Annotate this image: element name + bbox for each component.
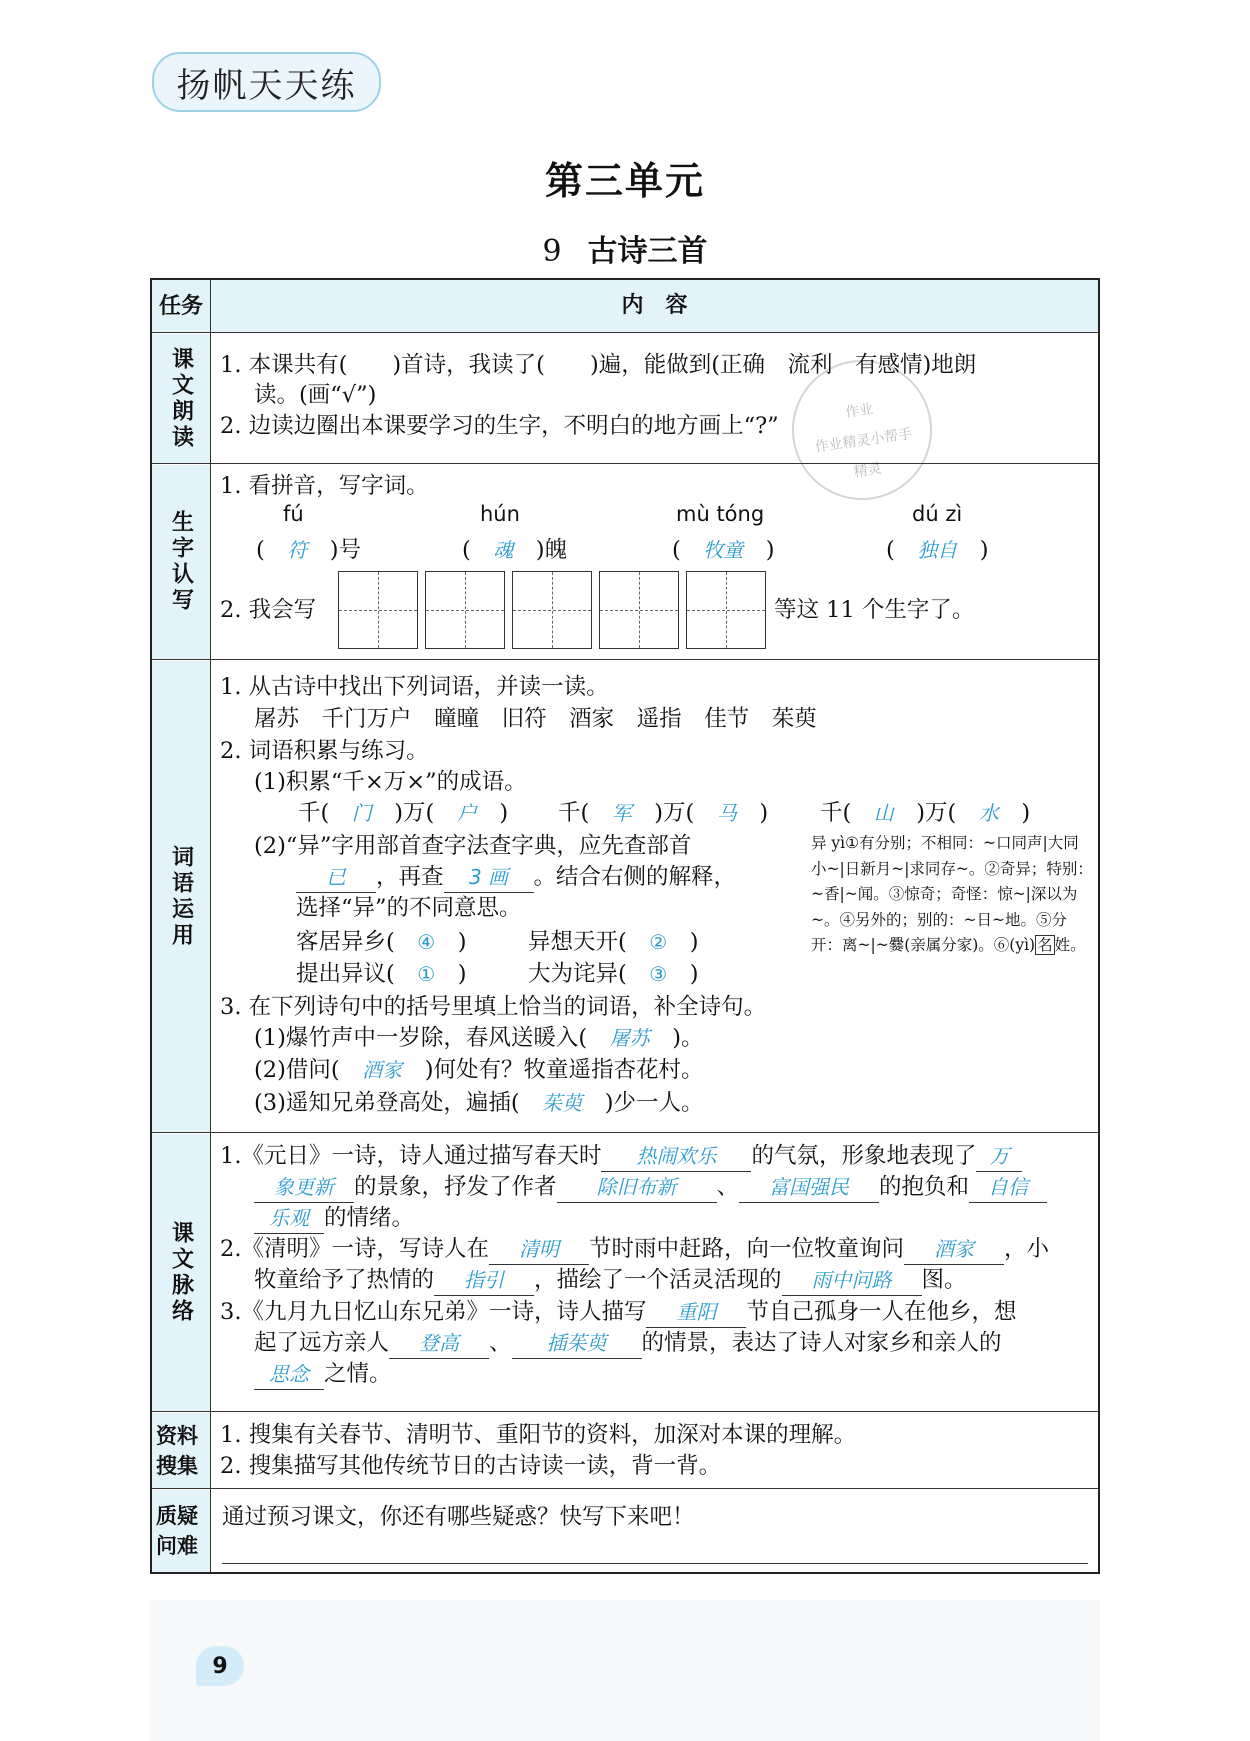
reading-line-3: 2. 边读边圈出本课要学习的生字，不明白的地方画上“?” xyxy=(220,413,779,439)
idiom-answer: 水 xyxy=(978,801,999,825)
poem-text: )何处有？牧童遥指杏花村。 xyxy=(424,1057,704,1083)
char-suffix-2: 魄 xyxy=(544,537,568,563)
characters-q1: 1. 看拼音，写字词。 xyxy=(220,473,429,499)
unit-title: 第三单元 xyxy=(544,159,705,203)
words-q2-2b-mid: ，再查 xyxy=(376,864,444,890)
header-task-label: 任务 xyxy=(158,293,203,319)
words-q2-2b xyxy=(296,862,736,893)
lesson-title xyxy=(0,226,1250,270)
characters-q2-suffix: 等这 11 个生字了。 xyxy=(774,597,975,623)
section-words: 词语运用 xyxy=(152,661,210,1132)
row-divider xyxy=(152,463,1098,464)
context-text: 的抱负和 xyxy=(879,1174,970,1200)
word-item: 佳节 xyxy=(704,706,750,732)
context-p3-line3 xyxy=(254,1359,392,1390)
context-p3-line1 xyxy=(220,1297,1016,1328)
context-p3-line2 xyxy=(254,1328,1002,1359)
context-text: 、 xyxy=(716,1174,740,1200)
context-text: 1.《元日》一诗，诗人通过描写春天时 xyxy=(220,1143,602,1169)
page-number: 9 xyxy=(196,1646,244,1686)
row-divider xyxy=(152,1411,1098,1412)
context-answer: 热闹欢乐 xyxy=(636,1144,717,1168)
idiom-3: 千( 山 )万( 水 ) xyxy=(820,800,1031,826)
header-content: 内 容 xyxy=(211,280,1098,332)
context-answer: 除旧布新 xyxy=(596,1175,677,1199)
section-questions: 质疑问难 xyxy=(152,1490,210,1572)
row-divider xyxy=(152,659,1098,660)
words-q2-1: (1)积累“千×万×”的成语。 xyxy=(254,769,527,795)
context-answer: 指引 xyxy=(464,1268,505,1292)
dictionary-boxed-char: 名 xyxy=(1037,936,1053,954)
idiom-answer: 门 xyxy=(351,801,372,825)
char-answer-2: 魂 xyxy=(493,538,514,562)
context-text: 之情。 xyxy=(324,1361,392,1387)
context-p2-line1 xyxy=(220,1234,1049,1265)
context-text: 的气氛，形象地表现了 xyxy=(751,1143,977,1169)
row-divider xyxy=(152,1132,1098,1133)
choice-word: 大为诧异 xyxy=(528,961,619,987)
writing-box-5[interactable] xyxy=(686,571,766,649)
context-text: 3.《九月九日忆山东兄弟》一诗，诗人描写 xyxy=(220,1299,647,1325)
questions-prompt: 通过预习课文，你还有哪些疑惑？快写下来吧！ xyxy=(222,1504,695,1530)
context-text: 节时雨中赶路，向一位牧童询问 xyxy=(588,1236,904,1262)
context-answer: 万 xyxy=(989,1144,1010,1168)
poem-line-2 xyxy=(254,1055,703,1085)
choice-word: 提出异议 xyxy=(296,961,387,987)
choice-1: 客居异乡( ④ ) xyxy=(296,929,467,955)
section-characters: 生字认写 xyxy=(152,465,210,659)
poem-text: (1)爆竹声中一岁除，春风送暖入( xyxy=(254,1025,588,1051)
choice-word: 异想天开 xyxy=(528,929,619,955)
context-text: ，描绘了一个活灵活现的 xyxy=(534,1267,782,1293)
choice-answer: ④ xyxy=(417,930,436,954)
watermark-stamp: 作业 作业精灵小帮手 精灵 xyxy=(783,351,941,509)
pinyin-3: mù tóng xyxy=(676,502,765,526)
context-text: ，小 xyxy=(1003,1236,1049,1262)
context-p1-line2 xyxy=(254,1172,1047,1203)
char-blank-1: ( 符 )号 xyxy=(256,537,362,563)
row-divider xyxy=(152,332,1098,333)
series-badge: 扬帆天天练 xyxy=(152,52,381,112)
choice-answer: ③ xyxy=(649,962,668,986)
word-item: 千门万户 xyxy=(321,706,412,732)
choice-answer: ① xyxy=(417,962,436,986)
choice-word: 客居异乡 xyxy=(296,929,387,955)
word-item: 旧符 xyxy=(501,706,547,732)
context-text: 、 xyxy=(489,1330,512,1356)
choice-3: 提出异议( ① ) xyxy=(296,961,467,987)
context-text: 2.《清明》一诗，写诗人在 xyxy=(220,1236,489,1262)
column-divider xyxy=(210,280,211,1572)
context-answer: 登高 xyxy=(419,1331,460,1355)
writing-box-2[interactable] xyxy=(425,571,505,649)
words-q2-2c: 选择“异”的不同意思。 xyxy=(296,895,522,921)
section-reading: 课文朗读 xyxy=(152,334,210,463)
word-item: 屠苏 xyxy=(254,706,300,732)
context-p2-line2 xyxy=(254,1265,967,1296)
context-text: 图。 xyxy=(921,1267,967,1293)
words-q2: 2. 词语积累与练习。 xyxy=(220,738,429,764)
writing-box-1[interactable] xyxy=(338,571,418,649)
section-research: 资料搜集 xyxy=(152,1413,210,1488)
poem-text: (3)遥知兄弟登高处，遍插( xyxy=(254,1090,520,1116)
char-answer-4: 独自 xyxy=(917,538,958,562)
poem-answer: 屠苏 xyxy=(609,1026,650,1050)
radical-answer: 已 xyxy=(326,865,346,889)
idiom-answer: 马 xyxy=(716,801,737,825)
context-answer: 清明 xyxy=(518,1237,559,1261)
words-q2-2a: (2)“异”字用部首查字法查字典，应先查部首 xyxy=(254,833,692,859)
char-suffix-1: 号 xyxy=(338,537,362,563)
research-line-2: 2. 搜集描写其他传统节日的古诗读一读，背一背。 xyxy=(220,1453,722,1479)
pinyin-1: fú xyxy=(283,502,304,526)
pinyin-2: hún xyxy=(480,502,520,526)
word-item: 酒家 xyxy=(569,706,615,732)
words-q3: 3. 在下列诗句中的括号里填上恰当的词语，补全诗句。 xyxy=(220,994,767,1020)
context-answer: 自信 xyxy=(988,1175,1029,1199)
context-text: 的情景，表达了诗人对家乡和亲人的 xyxy=(641,1330,1002,1356)
answer-line[interactable] xyxy=(222,1563,1088,1564)
context-answer: 插茱萸 xyxy=(546,1331,607,1355)
choice-answer: ② xyxy=(649,930,668,954)
lesson-name: 古诗三首 xyxy=(587,234,708,269)
choice-4: 大为诧异( ③ ) xyxy=(528,961,699,987)
dictionary-entry xyxy=(811,831,1093,959)
idiom-2: 千( 军 )万( 马 ) xyxy=(558,800,769,826)
poem-text: (2)借问( xyxy=(254,1057,340,1083)
choice-2: 异想天开( ② ) xyxy=(528,929,699,955)
pinyin-4: dú zì xyxy=(912,502,963,526)
idiom-answer: 军 xyxy=(611,801,632,825)
dictionary-end: 姓。 xyxy=(1054,936,1086,954)
char-blank-4: ( 独自 ) xyxy=(886,537,989,563)
context-answer: 重阳 xyxy=(676,1300,717,1324)
context-answer: 乐观 xyxy=(269,1206,309,1230)
char-answer-1: 符 xyxy=(287,538,308,562)
context-p1-line1 xyxy=(220,1141,1022,1172)
word-list xyxy=(254,704,817,734)
context-text: 起了远方亲人 xyxy=(254,1330,390,1356)
context-answer: 雨中问路 xyxy=(811,1268,892,1292)
context-answer: 富国强民 xyxy=(769,1175,850,1199)
reading-line-2: 读。(画“√”) xyxy=(254,382,377,408)
writing-box-4[interactable] xyxy=(599,571,679,649)
characters-q2-prefix: 2. 我会写 xyxy=(220,597,317,623)
row-divider xyxy=(152,1488,1098,1489)
context-p1-line3 xyxy=(254,1203,414,1234)
context-text: 节自己孤身一人在他乡，想 xyxy=(746,1299,1017,1325)
research-line-1: 1. 搜集有关春节、清明节、重阳节的资料，加深对本课的理解。 xyxy=(220,1422,857,1448)
idiom-1: 千( 门 )万( 户 ) xyxy=(298,800,509,826)
writing-box-3[interactable] xyxy=(512,571,592,649)
poem-answer: 酒家 xyxy=(362,1058,403,1082)
words-q1: 1. 从古诗中找出下列词语，并读一读。 xyxy=(220,674,609,700)
poem-line-3 xyxy=(254,1088,703,1118)
context-text: 的景象，抒发了作者 xyxy=(354,1174,557,1200)
word-item: 遥指 xyxy=(636,706,682,732)
page-footer xyxy=(150,1600,1100,1741)
idiom-answer: 山 xyxy=(873,801,894,825)
char-blank-3: ( 牧童 ) xyxy=(672,537,775,563)
char-answer-3: 牧童 xyxy=(703,538,744,562)
poem-line-1 xyxy=(254,1023,703,1053)
section-context: 课文脉络 xyxy=(152,1134,210,1411)
poem-answer: 茱萸 xyxy=(542,1091,583,1115)
idiom-answer: 户 xyxy=(456,801,477,825)
reading-line-1: 1. 本课共有( )首诗，我读了( )遍，能做到(正确 流利 有感情)地朗 xyxy=(220,352,977,378)
context-answer: 酒家 xyxy=(933,1237,974,1261)
context-answer: 象更新 xyxy=(274,1175,334,1199)
header-task xyxy=(152,280,210,332)
context-text: 的情绪。 xyxy=(324,1205,415,1231)
char-blank-2: ( 魂 )魄 xyxy=(462,537,568,563)
context-answer: 思念 xyxy=(269,1362,309,1386)
poem-text: )。 xyxy=(672,1025,704,1051)
lesson-number: 9 xyxy=(542,234,562,269)
word-item: 茱萸 xyxy=(771,706,817,732)
context-text: 牧童给予了热情的 xyxy=(254,1267,435,1293)
stroke-answer: 3 画 xyxy=(468,865,509,889)
words-q2-2b-end: 。结合右侧的解释， xyxy=(533,864,737,890)
dictionary-text: 异 yì①有分别；不相同：~口同声|大同小~|日新月~|求同存~。②奇异；特别：~香|~闻。③惊奇；奇怪：惊~|深以为~。④另外的；别的：~日~地。⑤分开：离~|~爨(亲属分家)。⑥(yì) xyxy=(811,834,1093,954)
word-item: 曈曈 xyxy=(434,706,480,732)
poem-text: )少一人。 xyxy=(604,1090,704,1116)
